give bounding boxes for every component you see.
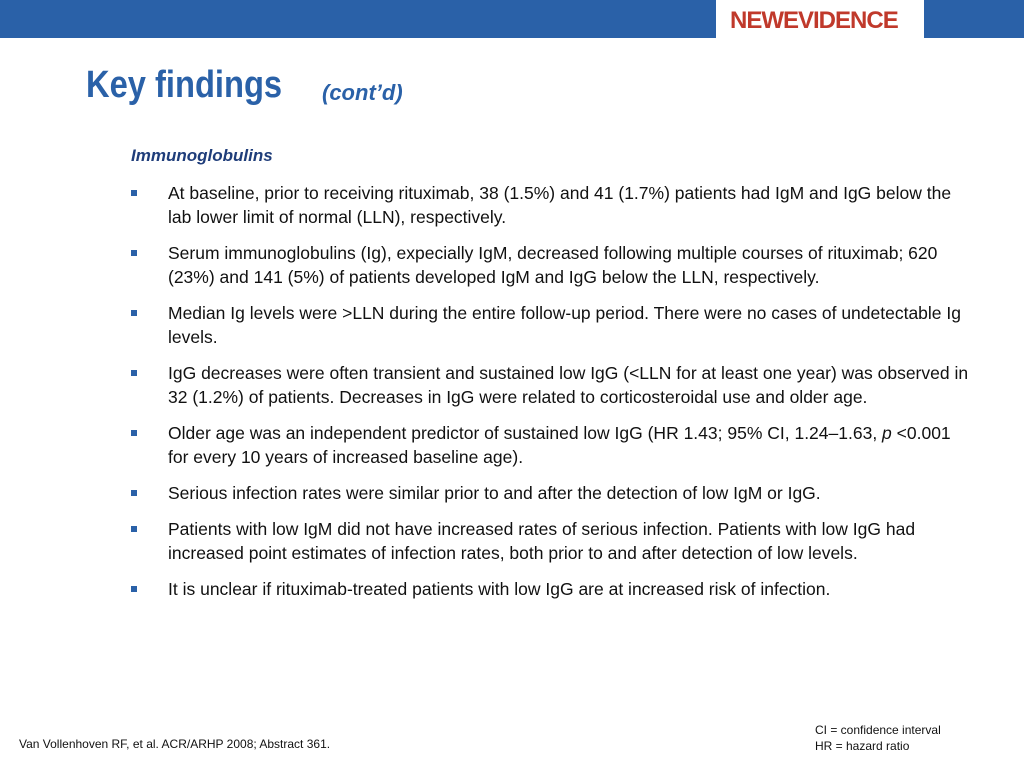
finding-item	[131, 241, 971, 289]
bullet-square-icon	[131, 370, 137, 376]
page-title	[86, 64, 403, 107]
finding-item	[131, 481, 971, 505]
finding-text-italic: p	[882, 423, 892, 443]
bullet-square-icon	[131, 586, 137, 592]
bullet-square-icon	[131, 250, 137, 256]
logo-suffix: EVIDENCE	[783, 7, 898, 34]
bullet-square-icon	[131, 490, 137, 496]
finding-text: Patients with low IgM did not have increased rates of serious infection. Patients with low IgG had increased point estimates of infection rates, both prior to and after detection of low levels.	[168, 519, 916, 563]
abbreviations	[815, 722, 941, 754]
title-suffix: (cont’d)	[322, 80, 403, 105]
finding-text: It is unclear if rituximab-treated patients with low IgG are at increased risk of infection.	[168, 579, 831, 599]
finding-text-after: <0.001 for every 10 years of increased baseline age).	[168, 423, 951, 467]
finding-item	[131, 517, 971, 565]
findings-list	[131, 181, 971, 613]
finding-item	[131, 301, 971, 349]
finding-text: IgG decreases were often transient and sustained low IgG (<LLN for at least one year) was observed in 32 (1.2%) of patients. Decreases in IgG were related to corticosteroidal use and older age.	[168, 363, 969, 407]
logo	[716, 0, 924, 38]
reference-citation: Van Vollenhoven RF, et al. ACR/ARHP 2008; Abstract 361.	[19, 737, 331, 751]
finding-text: Serious infection rates were similar prior to and after the detection of low IgM or IgG.	[168, 483, 821, 503]
abbreviation-hr: HR = hazard ratio	[815, 739, 910, 753]
section-heading: Immunoglobulins	[131, 146, 273, 165]
finding-text-before: Older age was an independent predictor of sustained low IgG (HR 1.43; 95% CI, 1.24–1.63,	[168, 423, 883, 443]
finding-item	[131, 361, 971, 409]
finding-item	[131, 421, 971, 469]
finding-text: Median Ig levels were >LLN during the entire follow-up period. There were no cases of undetectable Ig levels.	[168, 303, 961, 347]
logo-prefix: NEW	[730, 7, 783, 34]
bullet-square-icon	[131, 190, 137, 196]
bullet-square-icon	[131, 526, 137, 532]
bullet-square-icon	[131, 430, 137, 436]
finding-text: Serum immunoglobulins (Ig), expecially IgM, decreased following multiple courses of rituximab; 620 (23%) and 141 (5%) of patients developed IgM and IgG below the LLN, respectively.	[168, 243, 938, 287]
logo-text	[730, 7, 898, 35]
abbreviation-ci: CI = confidence interval	[815, 723, 941, 737]
finding-item	[131, 181, 971, 229]
title-main: Key findings	[86, 64, 283, 106]
finding-item	[131, 577, 971, 601]
bullet-square-icon	[131, 310, 137, 316]
finding-text: At baseline, prior to receiving rituximab, 38 (1.5%) and 41 (1.7%) patients had IgM and IgG below the lab lower limit of normal (LLN), respectively.	[168, 183, 952, 227]
